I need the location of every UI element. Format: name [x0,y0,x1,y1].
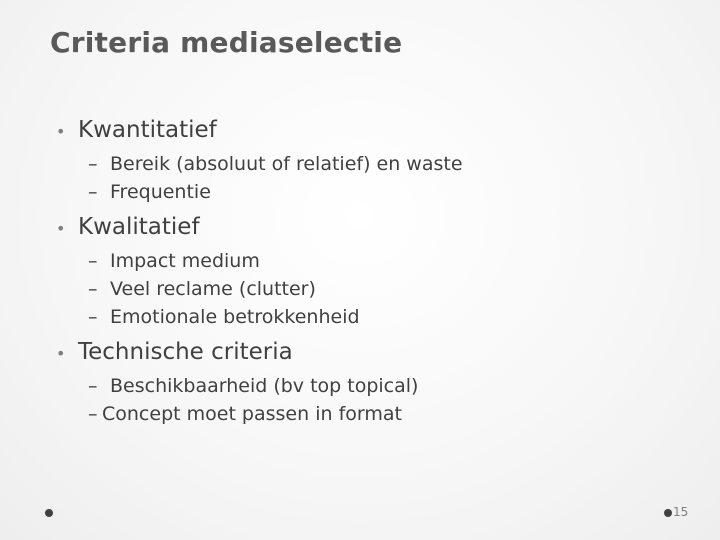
page-number: 15 [673,505,689,519]
dash-icon: – [88,153,98,175]
bullet-item [56,209,676,247]
sub-list [88,372,676,428]
sub-item [88,150,676,178]
footer-dot-right-icon [664,509,672,517]
dash-icon: – [88,278,98,300]
sub-item-label: Bereik (absoluut of relatief) en waste [110,153,463,175]
bullet-item [56,334,676,372]
sub-item [88,400,676,428]
bullet-icon: • [56,344,66,363]
sub-item-label: Concept moet passen in format [102,403,402,425]
sub-item [88,372,676,400]
sub-item-label: Impact medium [110,250,260,272]
bullet-item [56,112,676,150]
dash-icon: – [88,403,98,425]
sub-item [88,303,676,331]
dash-icon: – [88,306,98,328]
dash-icon: – [88,181,98,203]
sub-item-label: Beschikbaarheid (bv top topical) [110,375,419,397]
dash-icon: – [88,375,98,397]
dash-icon: – [88,250,98,272]
sub-item-label: Emotionale betrokkenheid [110,306,360,328]
sub-item-label: Veel reclame (clutter) [110,278,316,300]
footer-dot-left-icon [45,509,53,517]
bullet-list [56,112,676,431]
bullet-label: Kwantitatief [78,117,217,143]
bullet-icon: • [56,219,66,238]
sub-item [88,275,676,303]
bullet-label: Technische criteria [78,339,293,365]
sub-item-label: Frequentie [110,181,211,203]
sub-list [88,247,676,331]
slide-title: Criteria mediaselectie [50,26,403,59]
bullet-icon: • [56,122,66,141]
bullet-label: Kwalitatief [78,214,200,240]
sub-item [88,178,676,206]
sub-item [88,247,676,275]
sub-list [88,150,676,206]
